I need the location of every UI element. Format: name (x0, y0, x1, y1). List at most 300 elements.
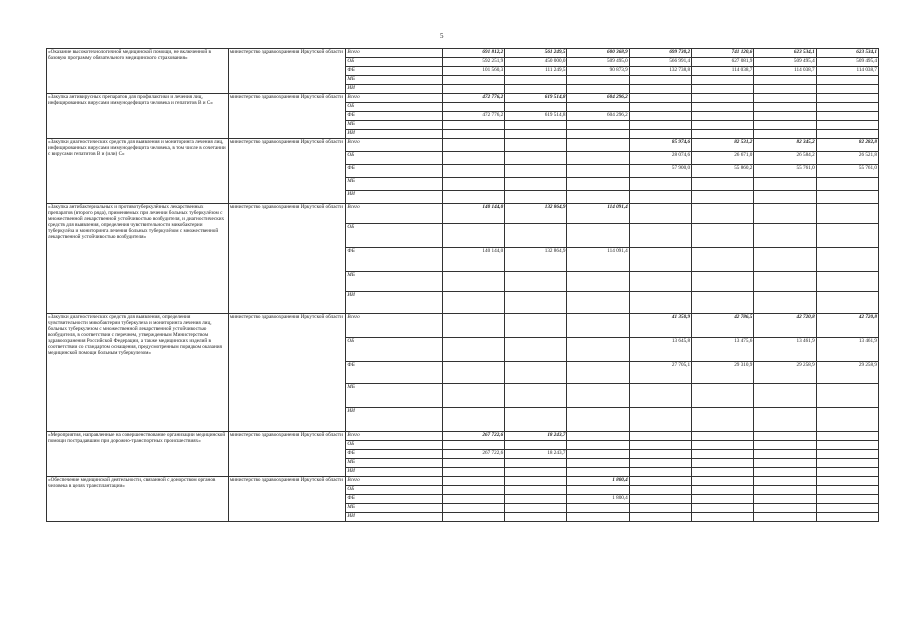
funding-amount (442, 504, 504, 513)
funding-source: ФБ (346, 165, 442, 178)
funding-amount (816, 468, 878, 477)
funding-amount (754, 248, 816, 272)
funding-source: ИИ (346, 85, 442, 94)
funding-amount (567, 76, 629, 85)
funding-amount (692, 121, 754, 130)
funding-amount (505, 459, 567, 468)
funding-source: ИИ (346, 130, 442, 139)
funding-amount (629, 204, 691, 224)
funding-amount (816, 408, 878, 432)
funding-amount: 26 521,8 (816, 152, 878, 165)
funding-amount: 509 495,0 (567, 58, 629, 67)
funding-amount (567, 441, 629, 450)
funding-source: Всего (346, 314, 442, 338)
funding-amount (816, 76, 878, 85)
funding-amount (629, 112, 691, 121)
funding-amount (629, 504, 691, 513)
funding-amount (754, 112, 816, 121)
funding-amount: 114 038,7 (816, 67, 878, 76)
funding-amount: 132 864,9 (505, 248, 567, 272)
funding-amount: 82 531,2 (692, 139, 754, 152)
funding-amount: 82 345,2 (754, 139, 816, 152)
funding-source: ОБ (346, 58, 442, 67)
funding-amount (816, 94, 878, 103)
funding-amount: 623 534,1 (754, 49, 816, 58)
funding-amount (567, 513, 629, 522)
funding-amount (754, 272, 816, 292)
funding-amount (442, 292, 504, 314)
funding-amount (567, 504, 629, 513)
funding-source: Всего (346, 204, 442, 224)
funding-amount (629, 477, 691, 486)
funding-amount (442, 224, 504, 248)
funding-amount (754, 432, 816, 441)
funding-source: ИИ (346, 408, 442, 432)
measure-description: «Мероприятия, направленные на совершенствование организации медицинской помощи пострадавшим при дорожно-транспортных происшествиях» (47, 432, 229, 477)
funding-amount (816, 432, 878, 441)
funding-source: ИИ (346, 191, 442, 204)
funding-amount (442, 103, 504, 112)
funding-source: ОБ (346, 486, 442, 495)
funding-source: МБ (346, 272, 442, 292)
funding-amount (692, 495, 754, 504)
funding-amount: 114 038,7 (754, 67, 816, 76)
funding-amount (629, 191, 691, 204)
funding-amount (505, 139, 567, 152)
funding-amount: 561 249,5 (505, 49, 567, 58)
funding-amount: 29 258,9 (754, 362, 816, 384)
funding-amount: 85 974,6 (629, 139, 691, 152)
funding-amount (754, 85, 816, 94)
funding-row (47, 477, 879, 486)
funding-row (47, 94, 879, 103)
funding-amount (629, 103, 691, 112)
funding-amount (629, 76, 691, 85)
funding-source: МБ (346, 76, 442, 85)
funding-amount: 29 258,9 (816, 362, 878, 384)
funding-amount: 472 776,2 (442, 112, 504, 121)
funding-amount (505, 103, 567, 112)
funding-amount (754, 384, 816, 408)
funding-amount: 90 873,9 (567, 67, 629, 76)
funding-amount (816, 224, 878, 248)
funding-row (47, 49, 879, 58)
funding-amount: 82 282,8 (816, 139, 878, 152)
funding-amount: 42 786,5 (692, 314, 754, 338)
funding-amount (754, 94, 816, 103)
funding-amount (629, 178, 691, 191)
funding-amount (754, 130, 816, 139)
funding-source: ИИ (346, 292, 442, 314)
funding-amount (442, 486, 504, 495)
funding-amount: 619 514,8 (505, 94, 567, 103)
funding-amount: 619 514,8 (505, 112, 567, 121)
measure-description: «Закупки диагностических средств для выявления и мониторинга лечения лиц, инфицированных вирусами иммунодефицита человека, в том числе в сочетании с вирусами гепатитов В и (или) С» (47, 139, 229, 204)
funding-amount (505, 384, 567, 408)
funding-amount (629, 272, 691, 292)
funding-source: ИИ (346, 468, 442, 477)
funding-amount (754, 495, 816, 504)
funding-amount: 29 310,9 (692, 362, 754, 384)
funding-row (47, 204, 879, 224)
funding-amount (442, 178, 504, 191)
funding-amount (692, 513, 754, 522)
funding-amount: 604 296,2 (567, 94, 629, 103)
funding-amount (629, 441, 691, 450)
funding-amount (505, 513, 567, 522)
funding-source: ФБ (346, 362, 442, 384)
funding-amount (754, 103, 816, 112)
funding-amount: 132 864,9 (505, 204, 567, 224)
funding-amount (754, 191, 816, 204)
funding-amount (629, 121, 691, 130)
funding-amount (692, 477, 754, 486)
funding-amount (505, 165, 567, 178)
funding-amount (754, 504, 816, 513)
funding-amount (567, 314, 629, 338)
funding-amount (567, 468, 629, 477)
funding-amount (816, 103, 878, 112)
funding-amount (442, 130, 504, 139)
funding-amount: 55 761,0 (816, 165, 878, 178)
funding-amount (754, 468, 816, 477)
funding-amount (816, 248, 878, 272)
funding-amount (692, 459, 754, 468)
funding-amount (442, 191, 504, 204)
funding-amount (629, 408, 691, 432)
funding-amount (816, 486, 878, 495)
funding-amount (505, 314, 567, 338)
program-funding-table (46, 48, 879, 522)
funding-amount (692, 450, 754, 459)
funding-amount (567, 486, 629, 495)
funding-amount (442, 495, 504, 504)
funding-amount (505, 292, 567, 314)
funding-amount: 27 705,1 (629, 362, 691, 384)
measure-description: «Закупки диагностических средств для выявления, определения чувствительности микобактерии туберкулеза и мониторинга лечения лиц, больных туберкулезом с множественной лекарственной устойчивостью возбудителя, в соответствии с перечнем, утвержденным Министерством здравоохранения Российской Федерации, а также медицинских изделий в соответствии со стандартом оснащения, предусмотренным порядком оказания медицинской помощи больным туберкулезом» (47, 314, 229, 432)
funding-amount (629, 248, 691, 272)
funding-amount (816, 130, 878, 139)
funding-amount (442, 139, 504, 152)
funding-amount (629, 495, 691, 504)
funding-amount: 132 738,8 (629, 67, 691, 76)
funding-amount: 472 776,2 (442, 94, 504, 103)
funding-amount: 101 560,3 (442, 67, 504, 76)
funding-amount (567, 450, 629, 459)
funding-amount (692, 432, 754, 441)
funding-row (47, 314, 879, 338)
funding-source: ОБ (346, 338, 442, 362)
funding-amount: 28 074,6 (629, 152, 691, 165)
funding-amount (692, 76, 754, 85)
funding-amount (505, 272, 567, 292)
funding-amount (692, 468, 754, 477)
funding-source: МБ (346, 384, 442, 408)
funding-amount: 42 720,8 (816, 314, 878, 338)
executor: министерство здравоохранения Иркутской области (228, 139, 346, 204)
funding-amount (567, 292, 629, 314)
funding-amount (754, 441, 816, 450)
funding-amount: 509 495,4 (754, 58, 816, 67)
funding-source: Всего (346, 139, 442, 152)
funding-source: ОБ (346, 103, 442, 112)
funding-amount (567, 459, 629, 468)
page-number: 5 (440, 32, 444, 40)
funding-amount (816, 384, 878, 408)
funding-amount (816, 85, 878, 94)
funding-amount: 13 461,9 (816, 338, 878, 362)
funding-amount (754, 450, 816, 459)
measure-description: «Закупка антивирусных препаратов для профилактики и лечения лиц, инфицированных вирусами иммунодефицита человека и гепатитов В и С» (47, 94, 229, 139)
funding-amount (754, 178, 816, 191)
funding-amount (816, 504, 878, 513)
funding-amount (442, 152, 504, 165)
funding-amount (692, 272, 754, 292)
funding-amount: 13 475,6 (692, 338, 754, 362)
funding-amount (692, 486, 754, 495)
funding-source: ИИ (346, 513, 442, 522)
funding-amount (505, 191, 567, 204)
funding-amount (505, 338, 567, 362)
funding-amount: 114 038,7 (692, 67, 754, 76)
funding-amount (567, 178, 629, 191)
funding-amount (567, 432, 629, 441)
funding-amount: 267 722,6 (442, 432, 504, 441)
funding-amount (816, 272, 878, 292)
funding-amount (692, 178, 754, 191)
funding-amount: 627 081,9 (692, 58, 754, 67)
funding-amount (505, 85, 567, 94)
funding-source: МБ (346, 121, 442, 130)
funding-source: ФБ (346, 495, 442, 504)
funding-amount (567, 384, 629, 408)
funding-amount: 509 495,4 (816, 58, 878, 67)
measure-description: «Закупка антибактериальных и противотуберкулёзных лекарственных препаратов (второго ряда), применяемых при лечении больных туберкулёзом с множественной лекарственной устойчивостью возбудителя, и диагностических средств для выявления, определения чувствительности микобактерии туберкулёза и мониторинга лечения больных туберкулёзом с множественной лекарственной устойчивостью возбудителя» (47, 204, 229, 314)
funding-amount (692, 224, 754, 248)
funding-amount: 623 534,1 (816, 49, 878, 58)
funding-amount (567, 191, 629, 204)
funding-amount (505, 468, 567, 477)
funding-amount (692, 408, 754, 432)
funding-amount: 114 091,4 (567, 204, 629, 224)
funding-amount (692, 248, 754, 272)
funding-amount (442, 272, 504, 292)
funding-amount: 26 584,2 (754, 152, 816, 165)
funding-amount: 140 144,0 (442, 248, 504, 272)
funding-amount: 41 350,9 (629, 314, 691, 338)
funding-amount (692, 292, 754, 314)
measure-description: «Обеспечение медицинской деятельности, связанной с донорством органов человека в целях трансплантации» (47, 477, 229, 522)
funding-amount (505, 121, 567, 130)
funding-amount: 140 144,0 (442, 204, 504, 224)
funding-row (47, 139, 879, 152)
funding-source: Всего (346, 49, 442, 58)
executor: министерство здравоохранения Иркутской области (228, 477, 346, 522)
funding-amount (442, 459, 504, 468)
funding-amount: 13 645,8 (629, 338, 691, 362)
funding-amount: 26 671,0 (692, 152, 754, 165)
funding-amount (692, 204, 754, 224)
funding-amount: 600 368,9 (567, 49, 629, 58)
funding-amount (629, 450, 691, 459)
funding-amount (442, 76, 504, 85)
funding-amount (816, 441, 878, 450)
funding-amount (567, 362, 629, 384)
funding-amount: 18 243,7 (505, 432, 567, 441)
funding-row (47, 432, 879, 441)
funding-amount (816, 459, 878, 468)
funding-amount (567, 165, 629, 178)
funding-amount (442, 441, 504, 450)
funding-amount (505, 495, 567, 504)
funding-amount (754, 76, 816, 85)
funding-amount: 57 900,0 (629, 165, 691, 178)
funding-amount (754, 224, 816, 248)
funding-amount: 1 800,4 (567, 495, 629, 504)
funding-amount (442, 384, 504, 408)
funding-source: МБ (346, 504, 442, 513)
funding-amount (442, 314, 504, 338)
funding-amount (505, 477, 567, 486)
funding-amount: 699 730,2 (629, 49, 691, 58)
funding-amount (692, 103, 754, 112)
funding-amount: 55 761,0 (754, 165, 816, 178)
funding-amount (754, 292, 816, 314)
funding-source: ФБ (346, 112, 442, 121)
funding-amount (692, 112, 754, 121)
funding-amount (505, 224, 567, 248)
funding-source: МБ (346, 459, 442, 468)
funding-amount (816, 477, 878, 486)
funding-amount (442, 121, 504, 130)
funding-amount: 566 991,4 (629, 58, 691, 67)
funding-amount (754, 477, 816, 486)
funding-amount (442, 362, 504, 384)
funding-amount (816, 292, 878, 314)
funding-amount: 1 800,4 (567, 477, 629, 486)
funding-amount (754, 459, 816, 468)
funding-amount (692, 191, 754, 204)
funding-amount (567, 272, 629, 292)
funding-amount (629, 292, 691, 314)
funding-amount (505, 76, 567, 85)
funding-amount (567, 121, 629, 130)
funding-amount (816, 204, 878, 224)
funding-source: МБ (346, 178, 442, 191)
funding-amount (754, 204, 816, 224)
funding-amount (816, 112, 878, 121)
executor: министерство здравоохранения Иркутской области (228, 432, 346, 477)
funding-amount (567, 130, 629, 139)
funding-amount (505, 178, 567, 191)
funding-amount (754, 486, 816, 495)
funding-amount (442, 477, 504, 486)
funding-amount (754, 513, 816, 522)
funding-amount (629, 85, 691, 94)
funding-amount (442, 468, 504, 477)
funding-amount (692, 504, 754, 513)
funding-amount: 114 091,4 (567, 248, 629, 272)
funding-source: ОБ (346, 224, 442, 248)
funding-source: ОБ (346, 441, 442, 450)
funding-amount (629, 94, 691, 103)
funding-amount: 267 722,6 (442, 450, 504, 459)
funding-amount: 42 720,8 (754, 314, 816, 338)
measure-description: «Оказание высокотехнологичной медицинской помощи, не включенной в базовую программу обязательного медицинского страхования» (47, 49, 229, 94)
funding-amount (816, 513, 878, 522)
funding-amount (505, 130, 567, 139)
funding-amount (692, 384, 754, 408)
funding-amount (629, 459, 691, 468)
funding-amount (816, 191, 878, 204)
funding-amount (505, 408, 567, 432)
funding-amount (505, 441, 567, 450)
funding-amount (442, 408, 504, 432)
funding-amount (754, 121, 816, 130)
funding-amount (567, 408, 629, 432)
funding-amount (629, 384, 691, 408)
executor: министерство здравоохранения Иркутской области (228, 49, 346, 94)
funding-source: Всего (346, 477, 442, 486)
funding-amount: 741 120,6 (692, 49, 754, 58)
funding-amount (567, 139, 629, 152)
funding-amount (629, 130, 691, 139)
funding-amount (816, 178, 878, 191)
executor: министерство здравоохранения Иркутской области (228, 94, 346, 139)
funding-amount: 592 251,9 (442, 58, 504, 67)
funding-amount: 691 812,2 (442, 49, 504, 58)
funding-amount (567, 103, 629, 112)
funding-source: ФБ (346, 67, 442, 76)
funding-amount (692, 130, 754, 139)
funding-amount (505, 486, 567, 495)
funding-amount (505, 362, 567, 384)
funding-amount (629, 468, 691, 477)
funding-amount (567, 85, 629, 94)
funding-amount (692, 441, 754, 450)
funding-amount: 604 296,2 (567, 112, 629, 121)
funding-amount (629, 486, 691, 495)
funding-amount (754, 408, 816, 432)
funding-amount (442, 165, 504, 178)
funding-amount (567, 338, 629, 362)
funding-amount (629, 513, 691, 522)
funding-amount (442, 338, 504, 362)
funding-source: ФБ (346, 450, 442, 459)
funding-amount (816, 495, 878, 504)
executor: министерство здравоохранения Иркутской области (228, 204, 346, 314)
funding-source: ОБ (346, 152, 442, 165)
funding-amount: 55 860,2 (692, 165, 754, 178)
funding-amount (692, 85, 754, 94)
funding-amount (505, 152, 567, 165)
funding-amount (442, 513, 504, 522)
funding-amount (816, 121, 878, 130)
funding-amount: 111 249,5 (505, 67, 567, 76)
funding-source: ФБ (346, 248, 442, 272)
funding-amount (442, 85, 504, 94)
funding-amount (505, 504, 567, 513)
funding-amount (692, 94, 754, 103)
funding-amount: 18 243,7 (505, 450, 567, 459)
funding-amount (567, 224, 629, 248)
funding-amount (567, 152, 629, 165)
funding-amount: 13 461,9 (754, 338, 816, 362)
funding-amount (816, 450, 878, 459)
executor: министерство здравоохранения Иркутской области (228, 314, 346, 432)
funding-source: Всего (346, 94, 442, 103)
funding-source: Всего (346, 432, 442, 441)
